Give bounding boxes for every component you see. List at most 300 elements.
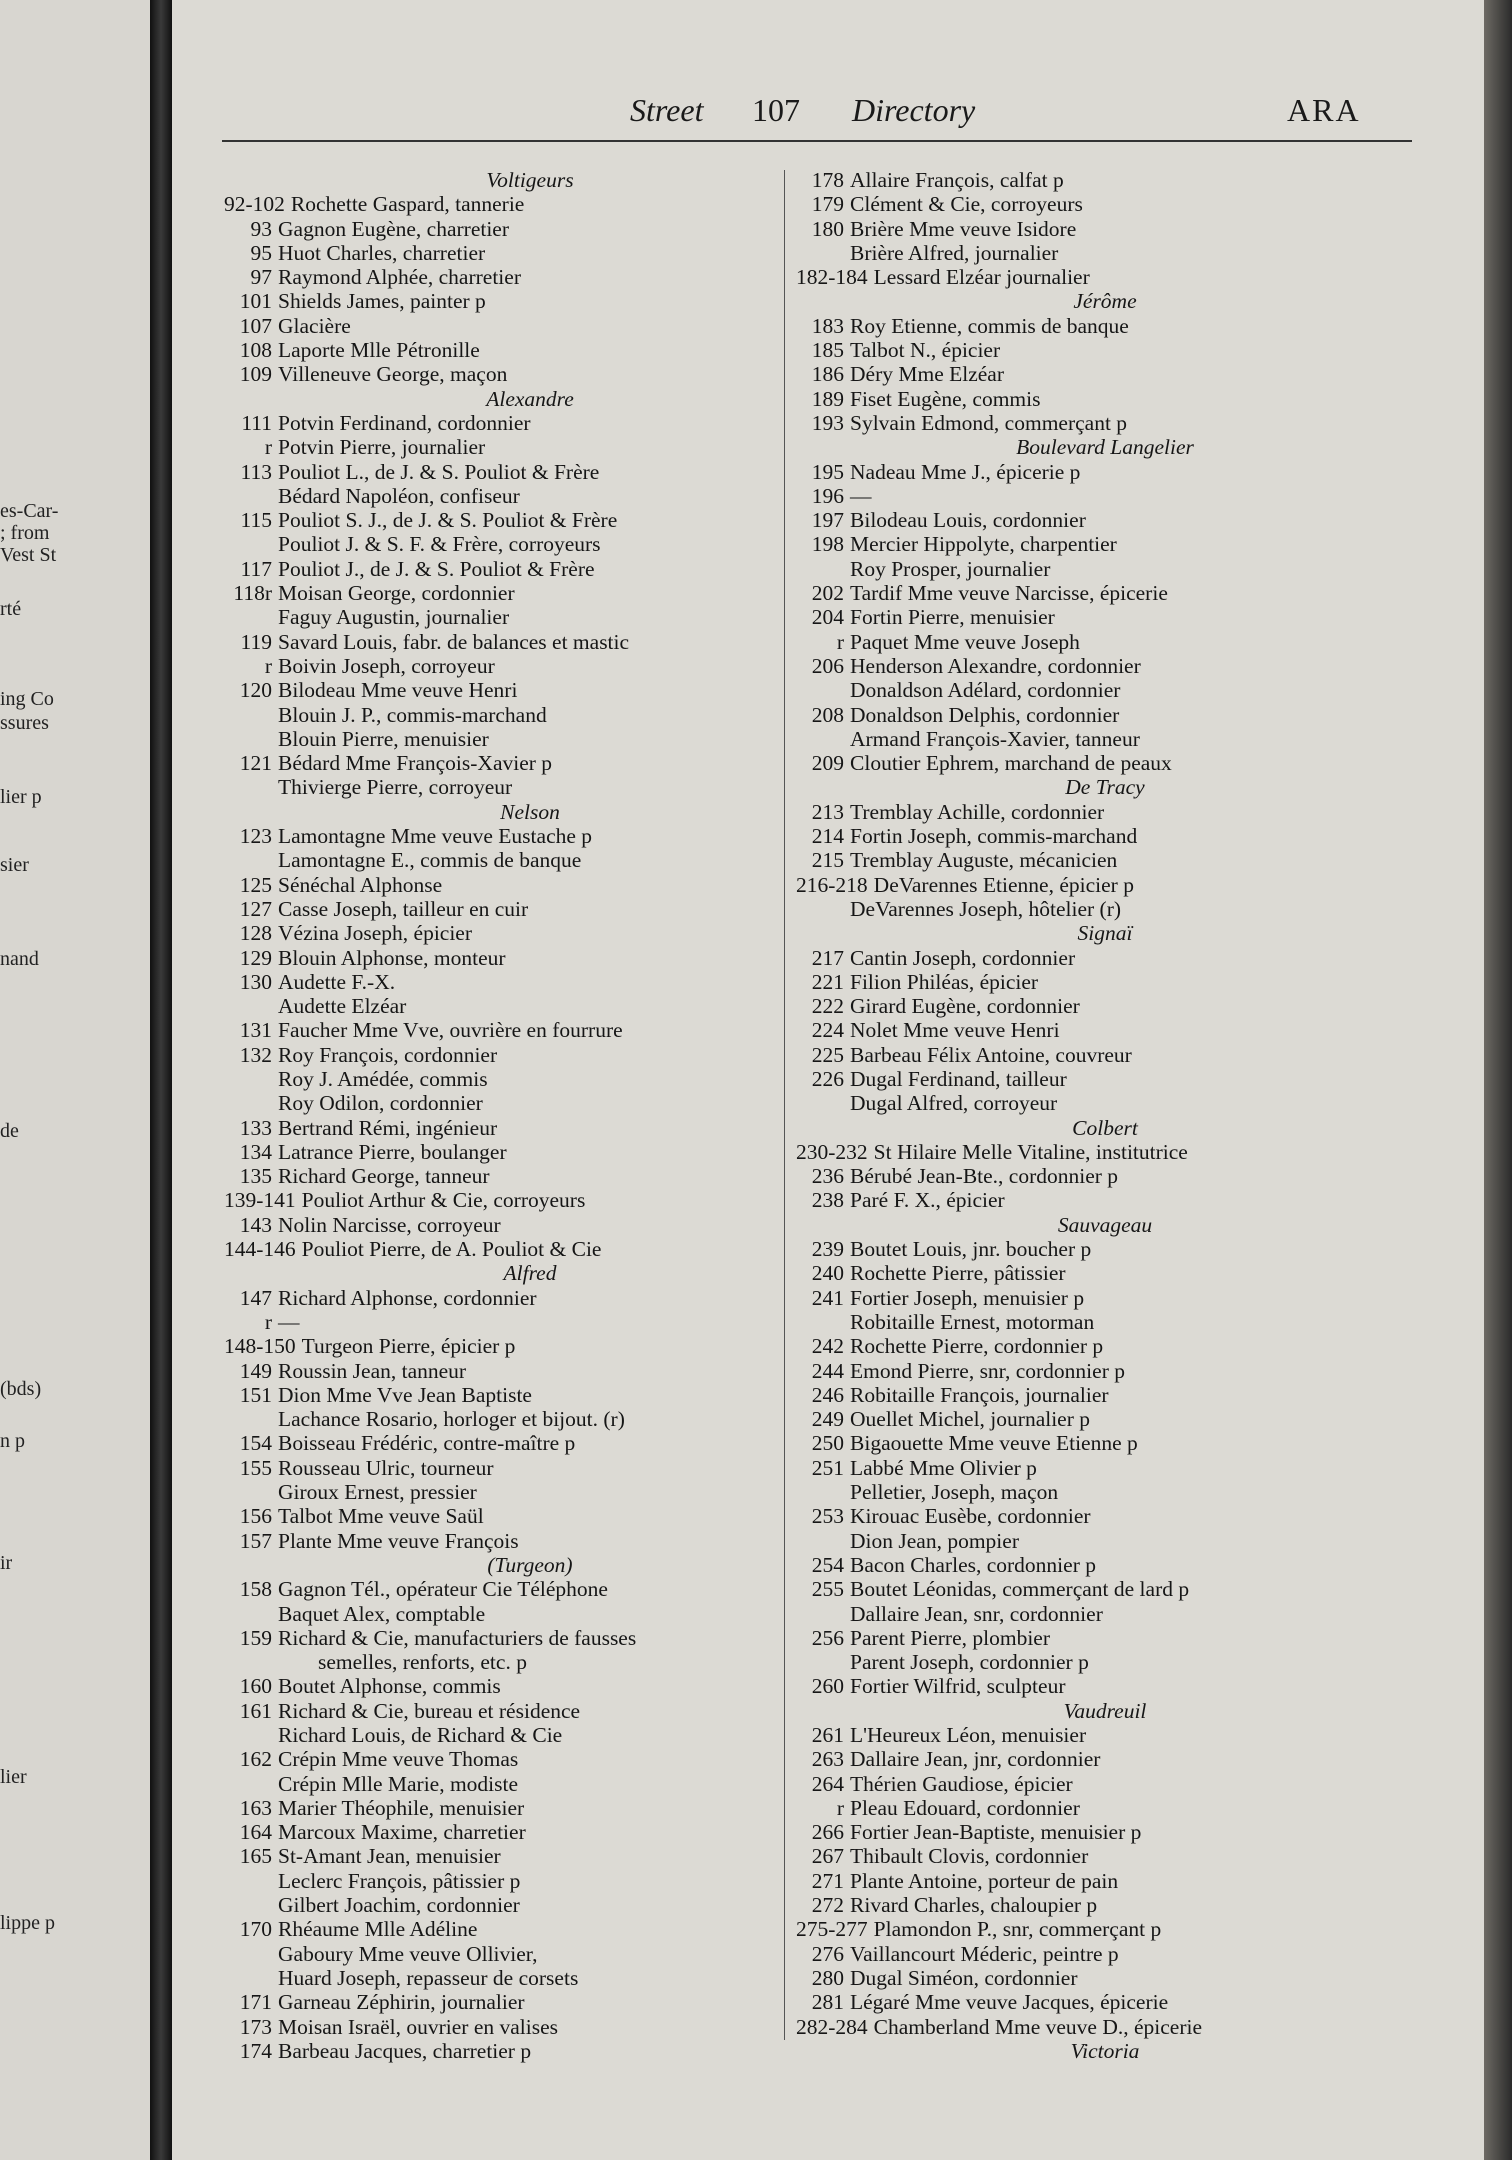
directory-entry [224,678,836,702]
directory-entry [224,557,836,581]
civic-number: 202 [811,581,844,606]
directory-entry [796,1990,1414,2014]
civic-number: r [264,435,272,460]
directory-entry [796,994,1414,1018]
directory-entry [224,1237,836,1261]
directory-entry [796,1577,1414,1601]
civic-number: 222 [811,994,844,1019]
directory-entry [224,532,836,556]
civic-number: 280 [811,1965,844,1990]
directory-entry [224,265,836,289]
facing-page-fragment: lier [0,1766,27,1788]
civic-number: 281 [811,1990,844,2015]
resident-name: Filion Philéas, épicier [850,969,1039,994]
directory-entry [224,1359,836,1383]
resident-name: Déry Mme Elzéar [850,362,1005,387]
resident-name: Fortin Joseph, commis-marchand [850,824,1138,849]
resident-name: Laporte Mlle Pétronille [278,338,480,363]
resident-name: Roy J. Amédée, commis [278,1066,488,1091]
resident-name: Clément & Cie, corroyeurs [850,192,1083,217]
civic-number: 282-284 [796,2014,868,2039]
resident-name: Kirouac Eusèbe, cordonnier [850,1504,1091,1529]
directory-entry [796,265,1414,289]
directory-entry [224,824,836,848]
facing-page-fragment: rté [0,598,22,620]
directory-entry [224,1383,836,1407]
directory-entry [796,1966,1414,1990]
directory-entry [224,460,836,484]
civic-number: 129 [239,945,272,970]
directory-entry [796,387,1414,411]
civic-number: r [264,1309,272,1334]
directory-entry [224,1917,836,1941]
directory-entry [796,460,1414,484]
resident-name: — [850,483,872,508]
directory-entry [796,241,1414,265]
resident-name: Donaldson Delphis, cordonnier [850,702,1120,727]
street-heading: Jérôme [1073,289,1137,314]
resident-name: Pleau Edouard, cordonnier [850,1795,1080,1820]
directory-entry [224,1504,836,1528]
directory-entry [796,1747,1414,1771]
resident-name: Dugal Ferdinand, tailleur [850,1066,1067,1091]
directory-entry [224,1626,836,1650]
civic-number: 186 [811,362,844,387]
resident-name: Potvin Ferdinand, cordonnier [278,410,531,435]
resident-name: Huard Joseph, repasseur de corsets [278,1965,579,1990]
resident-name: Roy Odilon, cordonnier [278,1091,483,1116]
civic-number: 246 [811,1382,844,1407]
directory-entry [224,1456,836,1480]
directory-entry [224,1334,836,1358]
directory-entry [224,654,836,678]
street-heading: Alfred [503,1261,557,1286]
resident-name: Bilodeau Mme veuve Henri [278,678,518,703]
resident-name: Boutet Louis, jnr. boucher p [850,1237,1092,1262]
civic-number: 111 [241,410,272,435]
resident-name: Gagnon Eugène, charretier [278,216,510,241]
resident-name: Fortier Jean-Baptiste, menuisier p [850,1820,1142,1845]
resident-name: Nolet Mme veuve Henri [850,1018,1060,1043]
header-rule [222,140,1412,142]
civic-number: r [836,1795,844,1820]
directory-entry [796,1796,1414,1820]
directory-entry [224,921,836,945]
resident-name: Rivard Charles, chaloupier p [850,1893,1098,1918]
directory-entry [796,1261,1414,1285]
resident-name: Giroux Ernest, pressier [278,1480,477,1505]
resident-name: Rhéaume Mlle Adéline [278,1917,478,1942]
directory-entry [224,1407,836,1431]
civic-number: 162 [239,1747,272,1772]
civic-number: 179 [811,192,844,217]
civic-number: 155 [239,1455,272,1480]
resident-name: Boutet Léonidas, commerçant de lard p [850,1577,1190,1602]
street-heading: (Turgeon) [487,1552,573,1577]
directory-entry [224,1164,836,1188]
civic-number: 147 [239,1285,272,1310]
resident-name: Boivin Joseph, corroyeur [278,653,495,678]
civic-number: 165 [239,1844,272,1869]
civic-number: 189 [811,386,844,411]
directory-entry [796,314,1414,338]
civic-number: 163 [239,1795,272,1820]
directory-entry [796,411,1414,435]
civic-number: 182-184 [796,265,868,290]
civic-number: 133 [239,1115,272,1140]
civic-number: 275-277 [796,1917,868,1942]
resident-name: Villeneuve George, maçon [278,362,508,387]
street-heading: Colbert [1072,1115,1138,1140]
page-number: 107 [752,92,800,128]
resident-name: St Hilaire Melle Vitaline, institutrice [873,1139,1188,1164]
facing-page-fragment: sier [0,854,29,876]
resident-name: Latrance Pierre, boulanger [278,1139,507,1164]
directory-entry [224,1820,836,1844]
directory-entry [796,168,1414,192]
civic-number: 213 [811,799,844,824]
resident-name: Baquet Alex, comptable [278,1601,486,1626]
directory-entry [224,581,836,605]
directory-entry [224,1966,836,1990]
resident-name: semelles, renforts, etc. p [318,1650,527,1675]
civic-number: 117 [240,556,272,581]
resident-name: Pelletier, Joseph, maçon [850,1480,1059,1505]
resident-name: Bacon Charles, cordonnier p [850,1552,1096,1577]
civic-number: 206 [811,653,844,678]
civic-number: 242 [811,1334,844,1359]
directory-entry [796,678,1414,702]
directory-entry [224,1213,836,1237]
resident-name: Gagnon Tél., opérateur Cie Téléphone [278,1577,608,1602]
directory-entry [796,2015,1414,2039]
facing-page-fragment: lippe p [0,1912,55,1934]
directory-entry [796,362,1414,386]
directory-entry [796,1334,1414,1358]
directory-entry [796,1504,1414,1528]
resident-name: Lamontagne Mme veuve Eustache p [278,824,593,849]
civic-number: 272 [811,1893,844,1918]
civic-number: 151 [239,1382,272,1407]
resident-name: Fiset Eugène, commis [850,386,1041,411]
resident-name: Blouin Alphonse, monteur [278,945,506,970]
directory-entry [796,1674,1414,1698]
resident-name: Potvin Pierre, journalier [278,435,486,460]
directory-entry [796,703,1414,727]
civic-number: 93 [250,216,272,241]
directory-entry [796,1893,1414,1917]
directory-entry [224,289,836,313]
civic-number: 92-102 [224,192,285,217]
directory-entry [796,873,1414,897]
directory-entry [796,1091,1414,1115]
resident-name: Raymond Alphée, charretier [278,265,521,290]
resident-name: Brière Mme veuve Isidore [850,216,1077,241]
directory-entry [224,1772,836,1796]
directory-entry [224,362,836,386]
resident-name: Fortier Joseph, menuisier p [850,1285,1085,1310]
civic-number: 134 [239,1139,272,1164]
civic-number: 185 [811,338,844,363]
resident-name: Crépin Mme veuve Thomas [278,1747,519,1772]
civic-number: r [836,629,844,654]
street-heading: Signaï [1077,921,1133,946]
street-heading: Boulevard Langelier [1016,435,1194,460]
directory-entry [796,654,1414,678]
resident-name: Richard & Cie, bureau et résidence [278,1698,581,1723]
resident-name: Marcoux Maxime, charretier [278,1820,526,1845]
civic-number: 196 [811,483,844,508]
resident-name: Légaré Mme veuve Jacques, épicerie [850,1990,1169,2015]
resident-name: Talbot Mme veuve Saül [278,1504,484,1529]
resident-name: Barbeau Félix Antoine, couvreur [850,1042,1132,1067]
civic-number: 97 [250,265,272,290]
civic-number: 135 [239,1164,272,1189]
resident-name: Dugal Alfred, corroyeur [850,1091,1058,1116]
resident-name: Thibault Clovis, cordonnier [850,1844,1089,1869]
resident-name: Bigaouette Mme veuve Etienne p [850,1431,1138,1456]
directory-entry [796,1140,1414,1164]
directory-entry [224,192,836,216]
directory-entry [796,800,1414,824]
civic-number: 209 [811,751,844,776]
civic-number: 264 [811,1771,844,1796]
directory-entry [224,703,836,727]
resident-name: Audette F.-X. [278,969,396,994]
resident-name: Dallaire Jean, jnr, cordonnier [850,1747,1101,1772]
resident-name: Nadeau Mme J., épicerie p [850,459,1081,484]
civic-number: 107 [239,313,272,338]
resident-name: Labbé Mme Olivier p [850,1455,1037,1480]
resident-name: Blouin J. P., commis-marchand [278,702,547,727]
civic-number: 128 [239,921,272,946]
section-code: ARA [1287,92,1361,128]
civic-number: 113 [240,459,272,484]
civic-number: 156 [239,1504,272,1529]
resident-name: Boisseau Frédéric, contre-maître p [278,1431,576,1456]
resident-name: Garneau Zéphirin, journalier [278,1990,525,2015]
resident-name: Bédard Mme François-Xavier p [278,751,553,776]
directory-entry [796,1359,1414,1383]
civic-number: 130 [239,969,272,994]
civic-number: 170 [239,1917,272,1942]
resident-name: Ouellet Michel, journalier p [850,1407,1091,1432]
civic-number: 276 [811,1941,844,1966]
resident-name: Tremblay Auguste, mécanicien [850,848,1118,873]
civic-number: 139-141 [224,1188,296,1213]
civic-number: 164 [239,1820,272,1845]
civic-number: 238 [811,1188,844,1213]
directory-entry [796,1480,1414,1504]
resident-name: Paré F. X., épicier [850,1188,1005,1213]
directory-entry [796,630,1414,654]
resident-name: Crépin Mlle Marie, modiste [278,1771,519,1796]
resident-name: Donaldson Adélard, cordonnier [850,678,1121,703]
directory-entry [224,751,836,775]
resident-name: Vaillancourt Méderic, peintre p [850,1941,1119,1966]
directory-entry [224,994,836,1018]
resident-name: Paquet Mme veuve Joseph [850,629,1080,654]
civic-number: 263 [811,1747,844,1772]
directory-entry [224,946,836,970]
civic-number: 271 [811,1868,844,1893]
resident-name: Cantin Joseph, cordonnier [850,945,1076,970]
civic-number: 249 [811,1407,844,1432]
street-heading: Voltigeurs [486,168,574,192]
directory-entry [796,1553,1414,1577]
resident-name: Rochette Gaspard, tannerie [290,192,525,217]
resident-name: Turgeon Pierre, épicier p [301,1334,516,1359]
civic-number: 230-232 [796,1139,868,1164]
directory-entry [796,1602,1414,1626]
directory-entry [796,1407,1414,1431]
civic-number: 95 [250,240,272,265]
facing-page-fragment: (bds) [0,1378,42,1400]
civic-number: 214 [811,824,844,849]
resident-name: Pouliot S. J., de J. & S. Pouliot & Frère [278,508,618,533]
street-heading: Vaudreuil [1063,1698,1147,1723]
right-column [796,168,1414,2063]
directory-entry [796,1844,1414,1868]
directory-entry [224,605,836,629]
civic-number: 118r [233,581,272,606]
directory-entry [224,848,836,872]
directory-page [172,0,1484,2160]
civic-number: 195 [811,459,844,484]
resident-name: Richard Louis, de Richard & Cie [278,1723,563,1747]
civic-number: 254 [811,1552,844,1577]
civic-number: 239 [811,1237,844,1262]
directory-entry [796,1772,1414,1796]
resident-name: Roy François, cordonnier [278,1042,498,1067]
civic-number: 216-218 [796,872,868,897]
directory-entry [224,1674,836,1698]
civic-number: 197 [811,508,844,533]
directory-entry [796,1018,1414,1042]
resident-name: St-Amant Jean, menuisier [278,1844,501,1869]
resident-name: L'Heureux Léon, menuisier [850,1723,1087,1747]
civic-number: 180 [811,216,844,241]
civic-number: 224 [811,1018,844,1043]
directory-entry [224,727,836,751]
resident-name: Allaire François, calfat p [850,168,1064,192]
header-directory-label: Directory [852,92,976,128]
resident-name: Sénéchal Alphonse [278,872,443,897]
directory-entry [796,338,1414,362]
resident-name: Pouliot J. & S. F. & Frère, corroyeurs [278,532,601,557]
directory-entry [224,1723,836,1747]
civic-number: 131 [239,1018,272,1043]
resident-name: Parent Joseph, cordonnier p [850,1650,1089,1675]
civic-number: 251 [811,1455,844,1480]
civic-number: 261 [811,1723,844,1747]
directory-entry [224,1893,836,1917]
directory-entry [796,581,1414,605]
resident-name: Talbot N., épicier [850,338,1001,363]
resident-name: Chamberland Mme veuve D., épicerie [873,2014,1203,2039]
civic-number: 101 [239,289,272,314]
directory-entry [796,1310,1414,1334]
civic-number: 241 [811,1285,844,1310]
resident-name: Leclerc François, pâtissier p [278,1868,521,1893]
civic-number: 215 [811,848,844,873]
resident-name: Huot Charles, charretier [278,240,486,265]
resident-name: Girard Eugène, cordonnier [850,994,1080,1019]
directory-entry [224,1067,836,1091]
directory-entry [224,338,836,362]
civic-number: 267 [811,1844,844,1869]
directory-entry [796,1626,1414,1650]
resident-name: Roussin Jean, tanneur [278,1358,467,1383]
resident-name: Lessard Elzéar journalier [873,265,1090,290]
resident-name: Shields James, painter p [278,289,486,314]
civic-number: 171 [239,1990,272,2015]
civic-number: 108 [239,338,272,363]
directory-entry [796,532,1414,556]
directory-entry [796,1650,1414,1674]
resident-name: Rousseau Ulric, tourneur [278,1455,494,1480]
facing-page-fragment: ing Co [0,688,54,710]
resident-name: Plante Mme veuve François [278,1528,519,1553]
civic-number: 160 [239,1674,272,1699]
resident-name: Tremblay Achille, cordonnier [850,799,1105,824]
resident-name: Parent Pierre, plombier [850,1625,1051,1650]
directory-entry [796,751,1414,775]
resident-name: Tardif Mme veuve Narcisse, épicerie [850,581,1168,606]
civic-number: 148-150 [224,1334,296,1359]
resident-name: Bérubé Jean-Bte., cordonnier p [850,1164,1119,1189]
directory-entry [796,1942,1414,1966]
resident-name: Thérien Gaudiose, épicier [850,1771,1073,1796]
directory-entry [796,217,1414,241]
resident-name: Audette Elzéar [278,994,407,1019]
resident-name: Roy Prosper, journalier [850,556,1051,581]
resident-name: Dugal Siméon, cordonnier [850,1965,1078,1990]
civic-number: 178 [811,168,844,192]
directory-entry [796,508,1414,532]
directory-entry [224,484,836,508]
directory-entry [224,1602,836,1626]
directory-entry [224,1844,836,1868]
resident-name: Fortin Pierre, menuisier [850,605,1055,630]
directory-entry [224,435,836,459]
resident-name: Sylvain Edmond, commerçant p [850,410,1128,435]
directory-entry [224,1942,836,1966]
directory-entry [796,1237,1414,1261]
civic-number: 132 [239,1042,272,1067]
directory-entry [224,1990,836,2014]
resident-name: Blouin Pierre, menuisier [278,726,489,751]
facing-page-fragment: Vest St [0,544,57,566]
directory-entry [796,1383,1414,1407]
civic-number: 226 [811,1066,844,1091]
directory-entry [796,1456,1414,1480]
resident-name: Richard & Cie, manufacturiers de fausses [278,1625,637,1650]
directory-entry [224,241,836,265]
civic-number: 127 [239,896,272,921]
civic-number: 158 [239,1577,272,1602]
directory-entry [224,1140,836,1164]
book-gutter [150,0,172,2160]
directory-entry [224,873,836,897]
directory-entry [224,775,836,799]
directory-entry [796,1820,1414,1844]
street-heading: Nelson [500,799,560,824]
directory-entry [796,1286,1414,1310]
civic-number: 120 [239,678,272,703]
directory-entry [224,1043,836,1067]
directory-entry [224,314,836,338]
